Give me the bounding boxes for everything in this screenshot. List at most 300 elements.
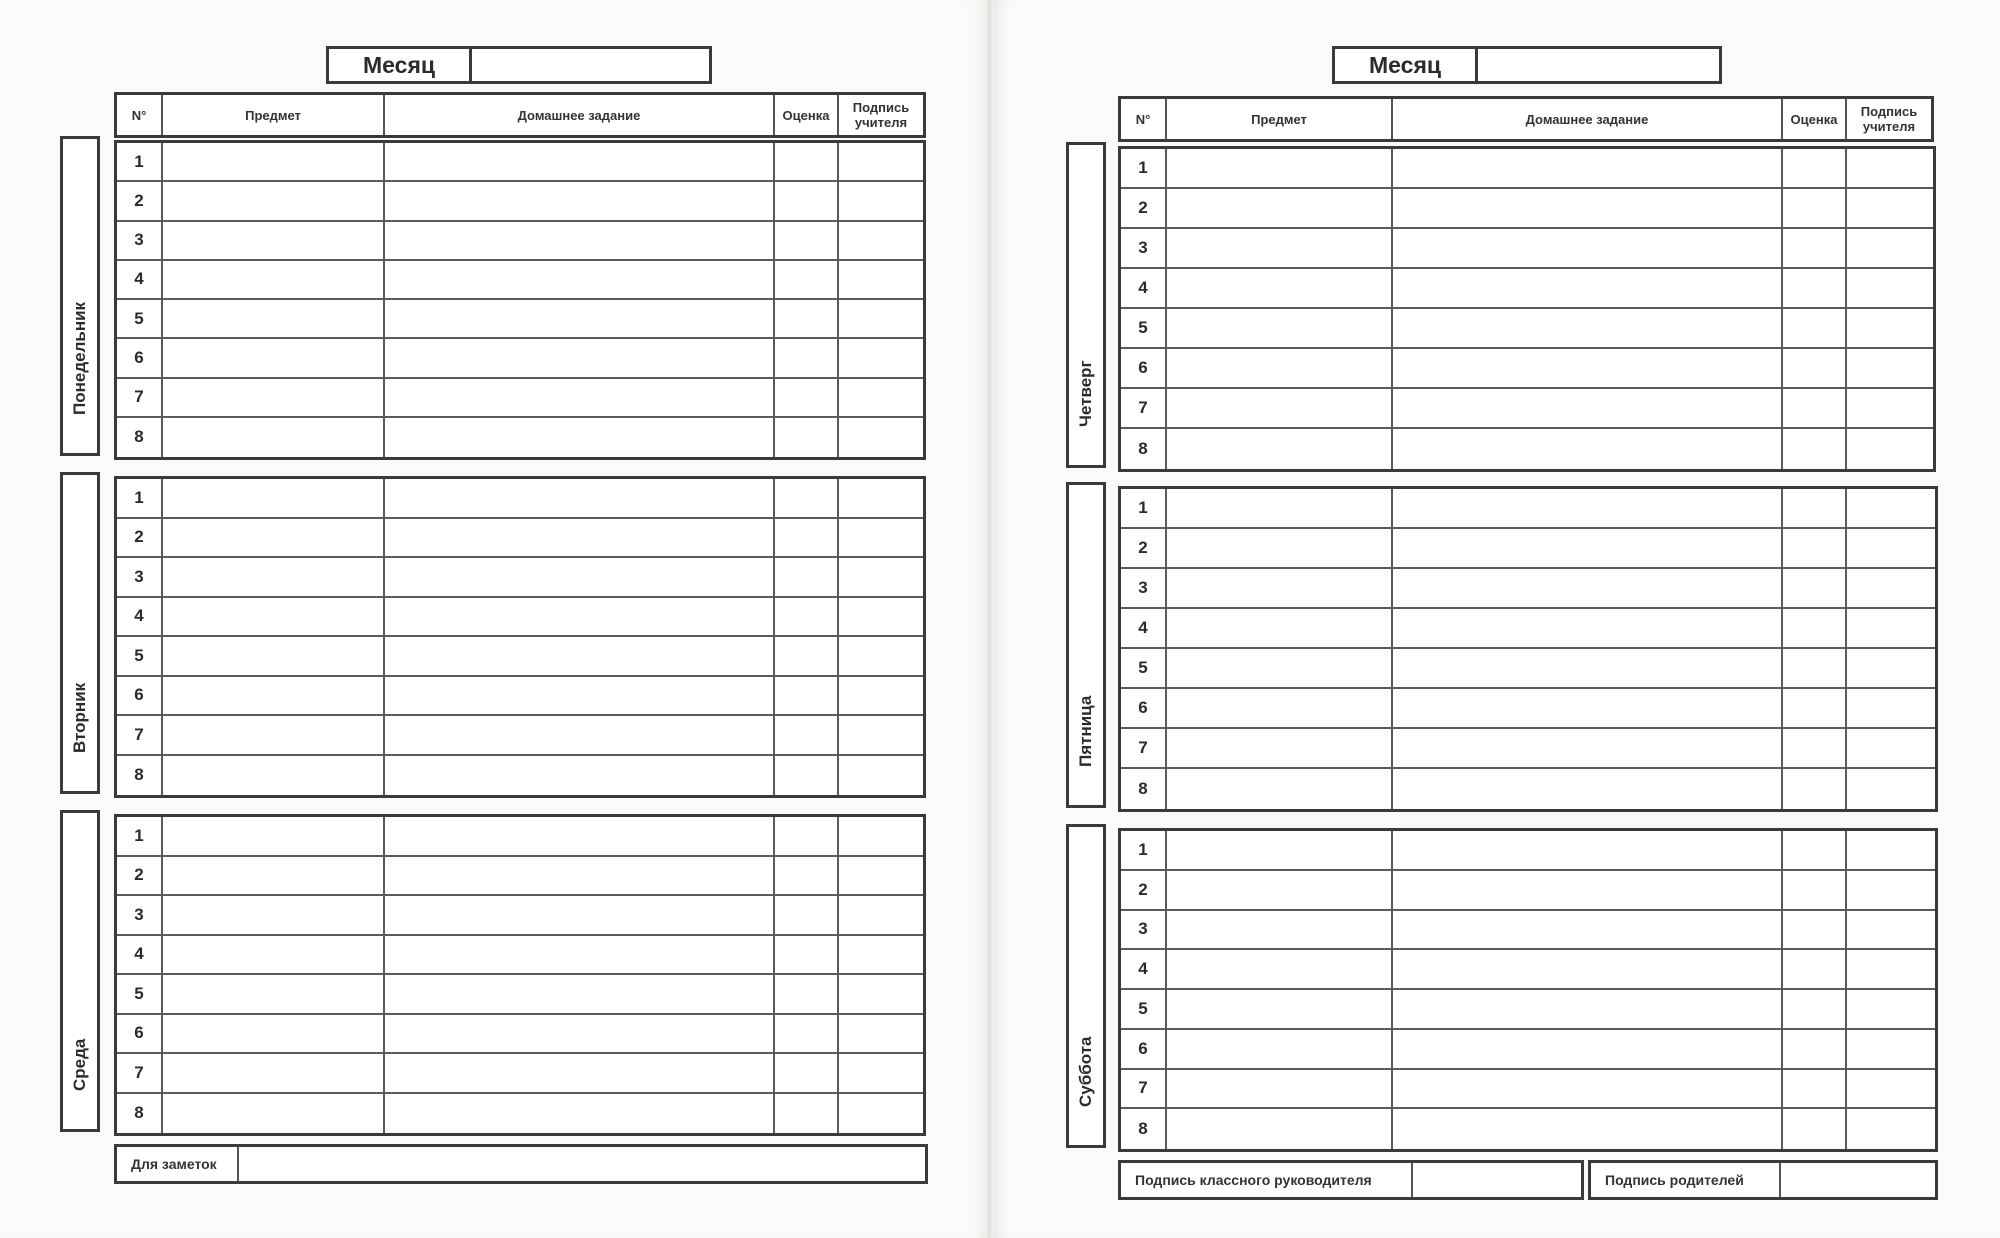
homework-cell[interactable] [1393,911,1783,949]
header-signature-line1: Подпись [1860,104,1918,119]
day-table-friday [1118,486,1938,812]
lesson-number: 7 [1121,1070,1167,1108]
subject-cell[interactable] [163,857,385,895]
subject-cell[interactable] [163,222,385,259]
lesson-row [1121,950,1935,990]
subject-cell[interactable] [1167,769,1393,809]
lesson-number: 8 [1121,429,1167,469]
teacher-signature-cell[interactable] [1847,1030,1935,1068]
homework-cell[interactable] [385,857,775,895]
lesson-row [117,222,923,261]
grade-cell[interactable] [775,261,839,298]
subject-cell[interactable] [163,519,385,557]
homework-cell[interactable] [385,756,775,796]
lesson-row [117,558,923,598]
homework-cell[interactable] [1393,831,1783,869]
teacher-signature-cell[interactable] [1847,429,1933,469]
teacher-signature-cell[interactable] [839,716,923,754]
lesson-row [117,418,923,457]
homework-cell[interactable] [1393,229,1783,267]
header-homework: Домашнее задание [1393,99,1783,139]
teacher-signature-cell[interactable] [1847,649,1935,687]
class-teacher-signature-field [1118,1160,1584,1200]
teacher-signature-cell[interactable] [1847,529,1935,567]
teacher-signature-cell[interactable] [1847,950,1935,988]
month-label: Месяц [1335,49,1478,81]
lesson-row [1121,1030,1935,1070]
teacher-signature-cell[interactable] [839,1094,923,1134]
subject-cell[interactable] [1167,529,1393,567]
lesson-row [117,339,923,378]
lesson-row [1121,990,1935,1030]
subject-cell[interactable] [163,975,385,1013]
teacher-signature-cell[interactable] [839,222,923,259]
homework-cell[interactable] [385,143,775,180]
lesson-row [117,379,923,418]
grade-cell[interactable] [1783,269,1847,307]
grade-cell[interactable] [1783,769,1847,809]
teacher-signature-cell[interactable] [839,857,923,895]
teacher-signature-cell[interactable] [1847,389,1933,427]
subject-cell[interactable] [163,637,385,675]
homework-cell[interactable] [385,418,775,457]
homework-cell[interactable] [385,975,775,1013]
parents-signature-input[interactable] [1781,1163,1935,1197]
lesson-number: 3 [117,896,163,934]
subject-cell[interactable] [1167,729,1393,767]
teacher-signature-cell[interactable] [839,558,923,596]
column-header-right [1118,96,1934,142]
subject-cell[interactable] [163,418,385,457]
lesson-row [1121,1070,1935,1110]
homework-cell[interactable] [385,479,775,517]
homework-cell[interactable] [1393,990,1783,1028]
lesson-number: 5 [117,637,163,675]
grade-cell[interactable] [1783,149,1847,187]
lesson-row [1121,649,1935,689]
header-teacher-signature [1847,99,1931,139]
subject-cell[interactable] [1167,609,1393,647]
subject-cell[interactable] [1167,309,1393,347]
grade-cell[interactable] [775,143,839,180]
grade-cell[interactable] [1783,649,1847,687]
grade-cell[interactable] [1783,569,1847,607]
lesson-number: 1 [117,479,163,517]
teacher-signature-cell[interactable] [839,756,923,796]
teacher-signature-cell[interactable] [1847,689,1935,727]
grade-cell[interactable] [775,677,839,715]
subject-cell[interactable] [163,936,385,974]
grade-cell[interactable] [775,519,839,557]
teacher-signature-cell[interactable] [839,300,923,337]
homework-cell[interactable] [385,379,775,416]
lesson-row [117,519,923,559]
lesson-number: 2 [1121,189,1167,227]
homework-cell[interactable] [385,1015,775,1053]
day-table-tuesday [114,476,926,798]
subject-cell[interactable] [163,817,385,855]
lesson-number: 2 [1121,871,1167,909]
month-field-right [1332,46,1722,84]
teacher-signature-cell[interactable] [1847,609,1935,647]
lesson-number: 7 [1121,389,1167,427]
teacher-signature-cell[interactable] [839,1015,923,1053]
lesson-number: 6 [1121,689,1167,727]
lesson-number: 4 [1121,609,1167,647]
subject-cell[interactable] [1167,349,1393,387]
grade-cell[interactable] [1783,189,1847,227]
subject-cell[interactable] [163,896,385,934]
teacher-signature-cell[interactable] [839,519,923,557]
teacher-signature-cell[interactable] [1847,149,1933,187]
grade-cell[interactable] [1783,1030,1847,1068]
subject-cell[interactable] [1167,911,1393,949]
lesson-row [117,1015,923,1055]
lesson-row [117,143,923,182]
teacher-signature-cell[interactable] [839,598,923,636]
homework-cell[interactable] [1393,871,1783,909]
header-grade: Оценка [1783,99,1847,139]
subject-cell[interactable] [1167,689,1393,727]
lesson-row [1121,149,1933,189]
grade-cell[interactable] [1783,389,1847,427]
lesson-number: 6 [117,1015,163,1053]
lesson-row [1121,349,1933,389]
teacher-signature-cell[interactable] [1847,831,1935,869]
month-input[interactable] [1478,49,1719,81]
lesson-number: 1 [117,817,163,855]
teacher-signature-cell[interactable] [839,1054,923,1092]
homework-cell[interactable] [1393,689,1783,727]
lesson-number: 5 [1121,990,1167,1028]
lesson-number: 8 [1121,1109,1167,1149]
lesson-row [1121,911,1935,951]
grade-cell[interactable] [1783,529,1847,567]
homework-cell[interactable] [385,1094,775,1134]
grade-cell[interactable] [1783,1070,1847,1108]
lesson-row [1121,269,1933,309]
subject-cell[interactable] [1167,990,1393,1028]
grade-cell[interactable] [1783,831,1847,869]
header-signature-line2: учителя [854,115,908,130]
teacher-signature-cell[interactable] [1847,269,1933,307]
grade-cell[interactable] [775,817,839,855]
teacher-signature-cell[interactable] [839,339,923,376]
teacher-signature-cell[interactable] [839,182,923,219]
teacher-signature-cell[interactable] [839,677,923,715]
subject-cell[interactable] [163,300,385,337]
grade-cell[interactable] [1783,429,1847,469]
grade-cell[interactable] [1783,489,1847,527]
day-label-friday [1066,482,1106,808]
lesson-row [117,300,923,339]
subject-cell[interactable] [163,479,385,517]
day-name: Понедельник [70,301,89,415]
subject-cell[interactable] [163,598,385,636]
homework-cell[interactable] [1393,149,1783,187]
month-input[interactable] [472,49,709,81]
lesson-row [1121,609,1935,649]
subject-cell[interactable] [163,716,385,754]
grade-cell[interactable] [775,975,839,1013]
lesson-row [117,716,923,756]
lesson-number: 5 [117,975,163,1013]
teacher-signature-cell[interactable] [1847,189,1933,227]
lesson-number: 8 [117,418,163,457]
parents-signature-field [1588,1160,1938,1200]
lesson-number: 7 [117,1054,163,1092]
day-label-monday [60,136,100,456]
lesson-row [117,817,923,857]
grade-cell[interactable] [1783,729,1847,767]
subject-cell[interactable] [1167,649,1393,687]
homework-cell[interactable] [1393,569,1783,607]
subject-cell[interactable] [163,677,385,715]
subject-cell[interactable] [1167,429,1393,469]
grade-cell[interactable] [775,339,839,376]
subject-cell[interactable] [1167,389,1393,427]
grade-cell[interactable] [775,756,839,796]
grade-cell[interactable] [1783,911,1847,949]
grade-cell[interactable] [775,637,839,675]
grade-cell[interactable] [775,1054,839,1092]
subject-cell[interactable] [1167,569,1393,607]
grade-cell[interactable] [775,716,839,754]
grade-cell[interactable] [1783,349,1847,387]
teacher-signature-cell[interactable] [839,379,923,416]
homework-cell[interactable] [1393,389,1783,427]
grade-cell[interactable] [775,300,839,337]
lesson-number: 3 [1121,569,1167,607]
subject-cell[interactable] [163,339,385,376]
homework-cell[interactable] [385,716,775,754]
teacher-signature-cell[interactable] [839,975,923,1013]
homework-cell[interactable] [1393,769,1783,809]
lesson-number: 5 [117,300,163,337]
grade-cell[interactable] [775,896,839,934]
lesson-number: 2 [117,519,163,557]
teacher-signature-cell[interactable] [839,637,923,675]
grade-cell[interactable] [1783,871,1847,909]
lesson-row [117,896,923,936]
homework-cell[interactable] [385,637,775,675]
header-signature-line1: Подпись [852,100,910,115]
grade-cell[interactable] [775,418,839,457]
subject-cell[interactable] [1167,871,1393,909]
lesson-row [1121,309,1933,349]
header-number: N° [117,95,163,135]
day-name: Среда [70,1038,89,1091]
lesson-row [1121,189,1933,229]
lesson-number: 3 [1121,229,1167,267]
homework-cell[interactable] [1393,649,1783,687]
month-label: Месяц [329,49,472,81]
lesson-row [117,756,923,796]
grade-cell[interactable] [775,936,839,974]
homework-cell[interactable] [1393,489,1783,527]
homework-cell[interactable] [385,222,775,259]
homework-cell[interactable] [1393,269,1783,307]
day-name: Четверг [1076,360,1095,427]
subject-cell[interactable] [163,1054,385,1092]
lesson-number: 1 [1121,149,1167,187]
subject-cell[interactable] [1167,950,1393,988]
subject-cell[interactable] [1167,1030,1393,1068]
lesson-row [117,677,923,717]
homework-cell[interactable] [385,1054,775,1092]
subject-cell[interactable] [1167,189,1393,227]
teacher-signature-cell[interactable] [1847,489,1935,527]
lesson-row [1121,729,1935,769]
subject-cell[interactable] [1167,1070,1393,1108]
teacher-signature-cell[interactable] [1847,309,1933,347]
homework-cell[interactable] [385,300,775,337]
grade-cell[interactable] [775,1015,839,1053]
subject-cell[interactable] [1167,1109,1393,1149]
homework-cell[interactable] [1393,529,1783,567]
homework-cell[interactable] [1393,429,1783,469]
day-table-monday [114,140,926,460]
notes-input[interactable] [239,1147,925,1181]
grade-cell[interactable] [775,598,839,636]
teacher-signature-cell[interactable] [1847,1070,1935,1108]
lesson-number: 6 [117,339,163,376]
grade-cell[interactable] [1783,950,1847,988]
header-subject: Предмет [1167,99,1393,139]
header-teacher-signature [839,95,923,135]
lesson-row [1121,389,1933,429]
column-header-left [114,92,926,138]
subject-cell[interactable] [163,182,385,219]
header-grade: Оценка [775,95,839,135]
subject-cell[interactable] [1167,269,1393,307]
lesson-row [117,479,923,519]
teacher-signature-cell[interactable] [839,479,923,517]
lesson-row [1121,831,1935,871]
day-table-thursday [1118,146,1936,472]
teacher-signature-cell[interactable] [1847,569,1935,607]
grade-cell[interactable] [1783,229,1847,267]
subject-cell[interactable] [163,1094,385,1134]
lesson-number: 5 [1121,309,1167,347]
subject-cell[interactable] [163,756,385,796]
teacher-signature-cell[interactable] [1847,729,1935,767]
subject-cell[interactable] [163,1015,385,1053]
homework-cell[interactable] [1393,729,1783,767]
teacher-signature-cell[interactable] [1847,229,1933,267]
header-signature-line2: учителя [1862,119,1916,134]
lesson-number: 8 [117,756,163,796]
grade-cell[interactable] [775,1094,839,1134]
lesson-number: 3 [117,222,163,259]
homework-cell[interactable] [1393,349,1783,387]
lesson-number: 1 [1121,831,1167,869]
homework-cell[interactable] [385,677,775,715]
teacher-signature-cell[interactable] [1847,769,1935,809]
day-name: Пятница [1076,695,1095,767]
teacher-signature-cell[interactable] [839,418,923,457]
homework-cell[interactable] [1393,1070,1783,1108]
homework-cell[interactable] [385,598,775,636]
grade-cell[interactable] [775,558,839,596]
day-name: Вторник [70,682,89,753]
subject-cell[interactable] [163,558,385,596]
subject-cell[interactable] [163,143,385,180]
lesson-number: 7 [1121,729,1167,767]
lesson-row [1121,229,1933,269]
lesson-number: 6 [1121,349,1167,387]
homework-cell[interactable] [1393,609,1783,647]
lesson-number: 4 [117,936,163,974]
teacher-signature-cell[interactable] [1847,871,1935,909]
class-teacher-signature-input[interactable] [1413,1163,1581,1197]
subject-cell[interactable] [1167,229,1393,267]
teacher-signature-cell[interactable] [1847,911,1935,949]
teacher-signature-cell[interactable] [839,143,923,180]
lesson-row [1121,1109,1935,1149]
homework-cell[interactable] [1393,1030,1783,1068]
grade-cell[interactable] [1783,1109,1847,1149]
teacher-signature-cell[interactable] [1847,1109,1935,1149]
subject-cell[interactable] [163,261,385,298]
grade-cell[interactable] [775,479,839,517]
teacher-signature-cell[interactable] [1847,349,1933,387]
homework-cell[interactable] [385,182,775,219]
grade-cell[interactable] [775,182,839,219]
lesson-row [1121,569,1935,609]
homework-cell[interactable] [385,817,775,855]
grade-cell[interactable] [1783,990,1847,1028]
homework-cell[interactable] [385,519,775,557]
homework-cell[interactable] [1393,189,1783,227]
lesson-number: 2 [1121,529,1167,567]
grade-cell[interactable] [775,379,839,416]
header-homework: Домашнее задание [385,95,775,135]
homework-cell[interactable] [1393,309,1783,347]
teacher-signature-cell[interactable] [839,936,923,974]
lesson-number: 1 [117,143,163,180]
homework-cell[interactable] [1393,1109,1783,1149]
lesson-number: 3 [117,558,163,596]
teacher-signature-cell[interactable] [839,261,923,298]
grade-cell[interactable] [775,857,839,895]
lesson-number: 5 [1121,649,1167,687]
teacher-signature-cell[interactable] [839,896,923,934]
subject-cell[interactable] [163,379,385,416]
lesson-number: 8 [1121,769,1167,809]
teacher-signature-cell[interactable] [839,817,923,855]
homework-cell[interactable] [385,936,775,974]
homework-cell[interactable] [385,261,775,298]
binding-gutter [988,0,994,1238]
lesson-number: 3 [1121,911,1167,949]
day-label-saturday [1066,824,1106,1148]
subject-cell[interactable] [1167,489,1393,527]
subject-cell[interactable] [1167,149,1393,187]
grade-cell[interactable] [775,222,839,259]
lesson-number: 7 [117,716,163,754]
grade-cell[interactable] [1783,309,1847,347]
homework-cell[interactable] [385,558,775,596]
teacher-signature-cell[interactable] [1847,990,1935,1028]
homework-cell[interactable] [1393,950,1783,988]
homework-cell[interactable] [385,896,775,934]
grade-cell[interactable] [1783,609,1847,647]
lesson-row [117,1054,923,1094]
homework-cell[interactable] [385,339,775,376]
subject-cell[interactable] [1167,831,1393,869]
grade-cell[interactable] [1783,689,1847,727]
